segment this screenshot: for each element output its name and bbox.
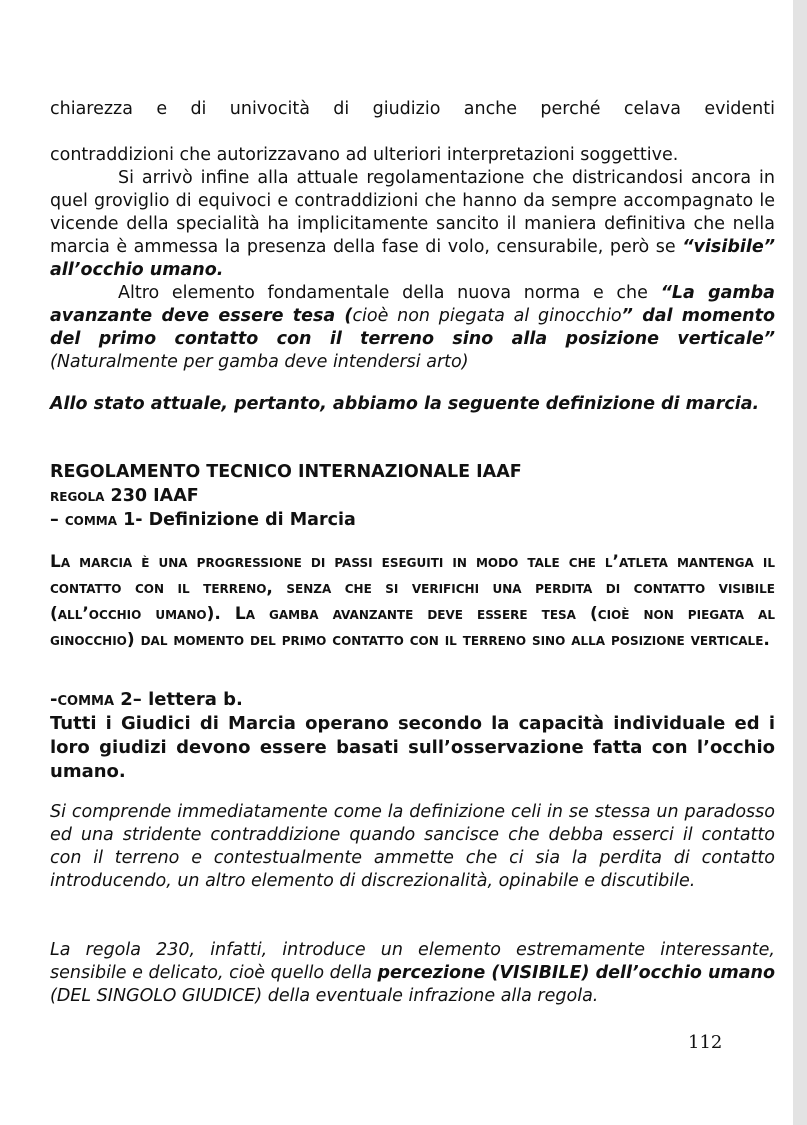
paragraph-3-italic-2: (Naturalmente per gamba deve intendersi arto)	[50, 352, 469, 372]
heading-regola-word: regola	[50, 486, 105, 506]
paragraph-2	[50, 167, 775, 282]
rule-definition: La marcia è una progressione di passi eseguiti in modo tale che l’atleta mantenga il contatto con il terreno, senza che si verifichi una perdita di contatto visibile (all’occhio umano). La gamba avanzante deve essere tesa (cioè non piegata al ginocchio) dal momento del primo contatto con il terreno sino alla posizione verticale.	[50, 552, 775, 650]
section-heading	[50, 460, 775, 532]
paragraph-1-line-2: contraddizioni che autorizzavano ad ulteriori interpretazioni soggettive.	[50, 145, 679, 165]
paragraph-3-emphasis-1: “La gamba avanzante deve essere tesa (	[50, 283, 775, 326]
heading-rule-number	[50, 484, 775, 508]
paragraph-1-line-1: chiarezza e di univocità di giudizio anche perché celava evidenti	[50, 99, 775, 119]
paragraph-5	[50, 801, 775, 893]
heading-regola-rest: 230 IAAF	[104, 486, 199, 506]
paragraph-2-emphasis: “visibile” all’occhio umano.	[50, 237, 775, 280]
comma-2-rest: 2– lettera b.	[114, 689, 243, 710]
paragraph-6-emphasis: percezione (VISIBILE) dell’occhio umano	[377, 963, 775, 983]
paragraph-4	[50, 393, 775, 416]
heading-comma-rest: 1- Definizione di Marcia	[117, 510, 356, 530]
paragraph-3-text: Altro elemento fondamentale della nuova norma e che	[118, 283, 661, 303]
heading-comma-word: comma	[64, 510, 118, 530]
paragraph-3	[50, 282, 775, 374]
comma-2-block	[50, 688, 775, 784]
heading-comma-1	[50, 508, 775, 532]
paragraph-4-text: Allo stato attuale, pertanto, abbiamo la seguente definizione di marcia.	[50, 394, 760, 414]
page-side-strip	[793, 0, 807, 1125]
heading-title: REGOLAMENTO TECNICO INTERNAZIONALE IAAF	[50, 462, 522, 482]
comma-2-prefix: -	[50, 689, 58, 710]
paragraph-3-emphasis-2: ” dal momento del primo contatto con il terreno sino alla posizione verticale”	[50, 306, 776, 349]
paragraph-5-text: Si comprende immediatamente come la definizione celi in se stessa un paradosso ed una stridente contraddizione quando sancisce che debba esserci il contatto con il terreno e contestualmente ammette che ci sia la perdita di contatto introducendo, un altro elemento di discrezionalità, opinabile e discutibile.	[50, 802, 775, 891]
paragraph-6	[50, 939, 775, 1008]
comma-2-word: comma	[57, 689, 115, 710]
paragraph-2-text: Si arrivò infine alla attuale regolamentazione che districandosi ancora in quel groviglio di equivoci e contraddizioni che hanno da sempre accompagnato le vicende della specialità ha implicitamente sancito il maniera definitiva che nella marcia è ammessa la presenza della fase di volo, censurabile, però se	[50, 168, 775, 257]
page-number: 112	[688, 1032, 723, 1053]
paragraph-6-italic-2: (DEL SINGOLO GIUDICE) della eventuale infrazione alla regola.	[50, 986, 599, 1006]
comma-2-heading	[50, 688, 775, 712]
paragraph-6-italic-1: La regola 230, infatti, introduce un elemento estremamente interessante, sensibile e delicato, cioè quello della	[50, 940, 775, 983]
paragraph-1	[50, 98, 775, 167]
paragraph-3-italic-1: cioè non piegata al ginocchio	[352, 306, 622, 326]
heading-comma-prefix: –	[50, 510, 65, 530]
comma-2-text: Tutti i Giudici di Marcia operano secondo la capacità individuale ed i loro giudizi devono essere basati sull’osservazione fatta con l’occhio umano.	[50, 713, 775, 782]
